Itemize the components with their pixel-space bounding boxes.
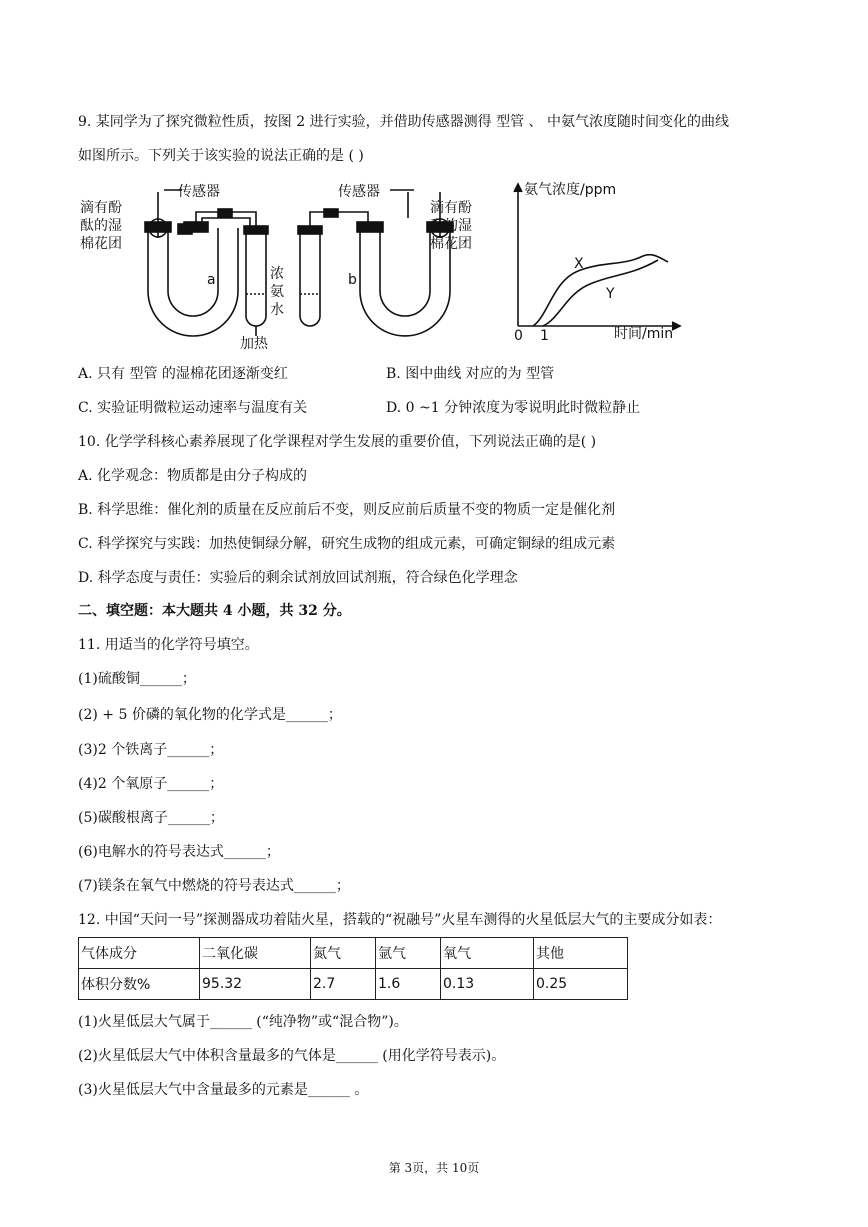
q9-option-c: C. 实验证明微粒运动速率与温度有关	[78, 400, 308, 416]
table-cell: 其他	[534, 938, 628, 969]
table-cell: 95.32	[200, 969, 311, 1000]
tube-label-a: a	[207, 272, 216, 288]
table-cell: 2.7	[311, 969, 376, 1000]
table-cell: 气体成分	[79, 938, 200, 969]
test-tube-right	[300, 232, 320, 326]
experiment-figure	[78, 176, 698, 356]
q9-option-b: B. 图中曲线 对应的为 型管	[386, 366, 555, 382]
ammonia-label-2: 氨	[270, 284, 284, 300]
q11-stem: 11. 用适当的化学符号填空。	[78, 637, 259, 653]
table-header-row	[79, 938, 628, 969]
sensor-label-right: 传感器	[338, 184, 380, 200]
q9-stem-line2: 如图所示。下列关于该实验的说法正确的是 ( )	[78, 148, 364, 164]
q10-option-c: C. 科学探究与实践：加热使铜绿分解，研究生成物的组成元素，可确定铜绿的组成元素	[78, 536, 616, 552]
q11-item-6: (6)电解水的符号表达式______；	[78, 844, 280, 860]
q11-item-7: (7)镁条在氧气中燃烧的符号表达式______；	[78, 878, 350, 894]
q12-item-3: (3)火星低层大气中含量最多的元素是______ 。	[78, 1082, 369, 1098]
table-row	[79, 969, 628, 1000]
q12-item-2: (2)火星低层大气中体积含量最多的气体是______ (用化学符号表示)。	[78, 1048, 506, 1064]
cotton-label-right-2: 酞的湿	[430, 218, 472, 234]
q10-stem: 10. 化学学科核心素养展现了化学课程对学生发展的重要价值，下列说法正确的是( )	[78, 434, 597, 450]
u-tube-a	[148, 228, 238, 336]
graph-x-label: 时间/min	[614, 326, 674, 342]
q11-item-4: (4)2 个氧原子______；	[78, 776, 224, 792]
page-footer: 第 3页，共 10页	[388, 1161, 480, 1175]
cotton-label-left-1: 滴有酚	[80, 200, 122, 216]
q9-option-a: A. 只有 型管 的湿棉花团逐渐变红	[78, 366, 288, 382]
q10-option-d: D. 科学态度与责任：实验后的剩余试剂放回试剂瓶，符合绿色化学理念	[78, 570, 518, 586]
tube-label-b: b	[348, 272, 357, 288]
graph-y-label: 氨气浓度/ppm	[524, 182, 617, 198]
curve-x-label: X	[574, 256, 584, 272]
atmosphere-table	[78, 937, 628, 1000]
curve-y	[543, 260, 658, 326]
sensor-label-left: 传感器	[178, 184, 220, 200]
q10-option-a: A. 化学观念：物质都是由分子构成的	[78, 468, 308, 484]
heat-label: 加热	[240, 336, 268, 352]
table-cell: 氮气	[311, 938, 376, 969]
graph-tick-label: 1	[540, 328, 549, 344]
ammonia-label-1: 浓	[270, 266, 284, 282]
q12-item-1: (1)火星低层大气属于______ (“纯净物”或“混合物”)。	[78, 1014, 408, 1030]
table-cell: 氧气	[441, 938, 534, 969]
section-heading: 二、填空题：本大题共 4 小题，共 32 分。	[78, 603, 351, 619]
table-cell: 0.25	[534, 969, 628, 1000]
q11-item-3: (3)2 个铁离子______；	[78, 742, 224, 758]
cotton-label-left-3: 棉花团	[80, 236, 122, 252]
curve-y-label: Y	[606, 286, 615, 302]
q10-option-b: B. 科学思维：催化剂的质量在反应前后不变，则反应前后质量不变的物质一定是催化剂	[78, 502, 616, 518]
table-cell: 1.6	[376, 969, 441, 1000]
table-cell: 0.13	[441, 969, 534, 1000]
cotton-label-right-3: 棉花团	[430, 236, 472, 252]
cotton-label-left-2: 酞的湿	[80, 218, 122, 234]
test-tube-left	[246, 232, 266, 326]
ammonia-label-3: 水	[270, 302, 284, 318]
graph-origin-label: 0	[514, 328, 523, 344]
table-cell: 氩气	[376, 938, 441, 969]
q12-stem: 12. 中国“天问一号”探测器成功着陆火星，搭载的“祝融号”火星车测得的火星低层大气的主要成分如表：	[78, 912, 722, 928]
table-cell: 体积分数%	[79, 969, 200, 1000]
cotton-label-right-1: 滴有酚	[430, 200, 472, 216]
apparatus-drawing	[78, 176, 698, 356]
q9-option-d: D. 0 ~1 分钟浓度为零说明此时微粒静止	[386, 400, 641, 416]
q11-item-2: (2) + 5 价磷的氧化物的化学式是______；	[78, 707, 342, 723]
q9-stem-line1: 9. 某同学为了探究微粒性质，按图 2 进行实验，并借助传感器测得 型管 、 中氨气浓度随时间变化的曲线	[78, 114, 729, 130]
table-cell: 二氧化碳	[200, 938, 311, 969]
q11-item-5: (5)碳酸根离子______；	[78, 810, 224, 826]
q11-item-1: (1)硫酸铜______；	[78, 671, 196, 687]
